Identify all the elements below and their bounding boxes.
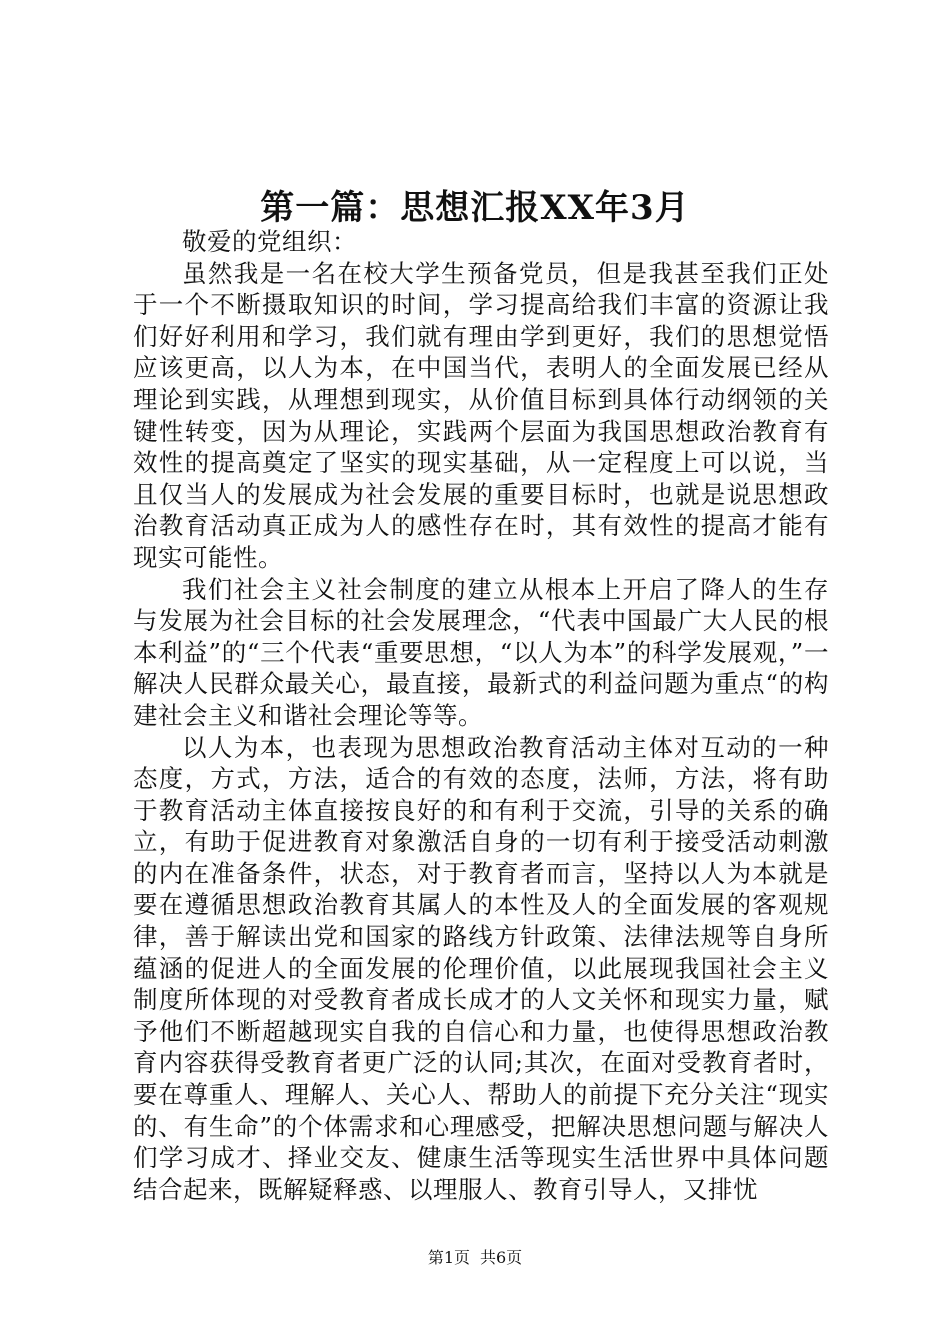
page-title: 第一篇：思想汇报XX年3月 bbox=[260, 188, 690, 228]
salutation: 敬爱的党组织： bbox=[182, 227, 357, 256]
document-body bbox=[133, 226, 829, 1205]
paragraph: 虽然我是一名在校大学生预备党员，但是我甚至我们正处于一个不断摄取知识的时间，学习提高给我们丰富的资源让我们好好利用和学习，我们就有理由学到更好，我们的思想觉悟应该更高，以人为本，在中国当代，表明人的全面发展已经从理论到实践，从理想到现实，从价值目标到具体行动纲领的关键性转变，因为从理论，实践两个层面为我国思想政治教育有效性的提高奠定了坚实的现实基础，从一定程度上可以说，当且仅当人的发展成为社会发展的重要目标时，也就是说思想政治教育活动真正成为人的感性存在时，其有效性的提高才能有现实可能性。 bbox=[133, 258, 829, 572]
paragraph: 我们社会主义社会制度的建立从根本上开启了降人的生存与发展为社会目标的社会发展理念，“代表中国最广大人民的根本利益”的“三个代表“重要思想，“以人为本”的科学发展观，”一解决人民群众最关心，最直接，最新式的利益问题为重点“的构建社会主义和谐社会理论等等。 bbox=[133, 574, 829, 730]
page-number: 第1页 bbox=[427, 1248, 470, 1267]
page-footer bbox=[0, 1248, 950, 1268]
paragraph: 以人为本，也表现为思想政治教育活动主体对互动的一种态度，方式，方法，适合的有效的态度，法师，方法，将有助于教育活动主体直接按良好的和有利于交流，引导的关系的确立，有助于促进教育对象激活自身的一切有利于接受活动刺激的内在准备条件，状态，对于教育者而言，坚持以人为本就是要在遵循思想政治教育其属人的本性及人的全面发展的客观规律，善于解读出党和国家的路线方针政策、法律法规等自身所蕴涵的促进人的全面发展的伦理价值，以此展现我国社会主义制度所体现的对受教育者成长成才的人文关怀和现实力量，赋予他们不断超越现实自我的自信心和力量，也使得思想政治教育内容获得受教育者更广泛的认同;其次，在面对受教育者时，要在尊重人、理解人、关心人、帮助人的前提下充分关注“现实的、有生命”的个体需求和心理感受，把解决思想问题与解决人们学习成才、择业交友、健康生活等现实生活世界中具体问题结合起来，既解疑释惑、以理服人、教育引导人，又排忧 bbox=[133, 732, 829, 1204]
page-total: 共6页 bbox=[480, 1248, 523, 1267]
